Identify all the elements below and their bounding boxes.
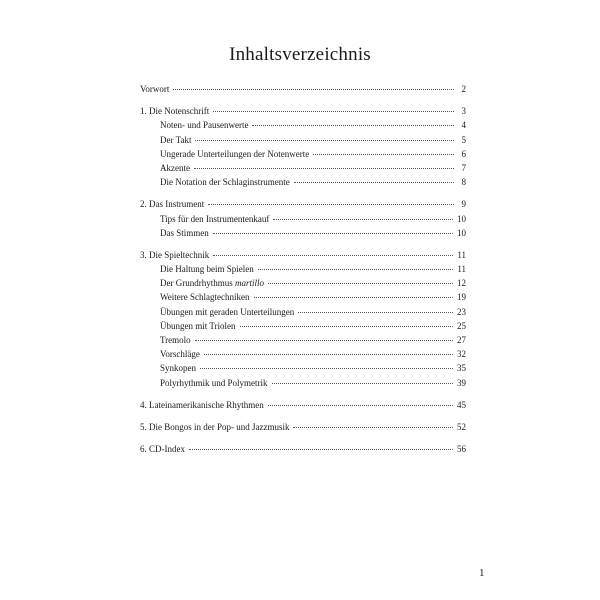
table-of-contents: [140, 82, 466, 464]
toc-subentry[interactable]: [140, 361, 466, 375]
toc-entry-page: 45: [457, 399, 466, 410]
toc-entry-page: 2: [461, 84, 466, 94]
dot-leader: [298, 312, 453, 313]
toc-subentry-page: 35: [457, 363, 466, 374]
toc-subentry-page: 10: [457, 227, 466, 238]
toc-entry-page: 56: [457, 444, 466, 455]
toc-subentry[interactable]: [140, 212, 466, 226]
toc-section-spieltechnik: [140, 248, 466, 390]
toc-subentry-page: 25: [457, 320, 466, 331]
toc-entry[interactable]: [140, 398, 466, 412]
toc-subentry-label: Die Notation der Schlaginstrumente: [160, 177, 290, 188]
toc-subentry-label: Die Haltung beim Spielen: [160, 264, 254, 275]
toc-subentry[interactable]: [140, 333, 466, 347]
toc-subentry-page: 12: [457, 278, 466, 289]
toc-subentry-page: 10: [457, 213, 466, 224]
toc-subentry[interactable]: [140, 175, 466, 189]
toc-subentry-page: 4: [461, 120, 466, 131]
toc-entry-label: Vorwort: [140, 84, 170, 94]
toc-subentry-page: 39: [457, 377, 466, 388]
page-title: Inhaltsverzeichnis: [229, 44, 371, 65]
dot-leader: [294, 182, 454, 183]
toc-entry-page: 9: [461, 199, 466, 210]
toc-entry-page: 11: [457, 249, 466, 260]
toc-subentry[interactable]: [140, 147, 466, 161]
toc-subentry-page: 32: [457, 349, 466, 360]
toc-subentry-label-italic: martillo: [235, 278, 265, 289]
dot-leader: [204, 354, 453, 355]
toc-subentry-label: Polyrhythmik und Polymetrik: [160, 377, 268, 388]
toc-subentry-page: 7: [461, 162, 466, 173]
dot-leader: [293, 427, 453, 428]
toc-subentry[interactable]: [140, 376, 466, 390]
toc-subentry[interactable]: [140, 290, 466, 304]
toc-entry-label: 2. Das Instrument: [140, 199, 205, 210]
toc-subentry-label: [160, 276, 264, 290]
toc-entry[interactable]: [140, 442, 466, 456]
toc-entry[interactable]: [140, 248, 466, 262]
toc-subentry[interactable]: [140, 319, 466, 333]
toc-subentry-label: Vorschläge: [160, 349, 200, 360]
page-number: 1: [479, 567, 485, 579]
dot-leader: [194, 168, 454, 169]
toc-section-rhythmen: [140, 398, 466, 412]
dot-leader: [273, 219, 453, 220]
toc-entry[interactable]: [140, 420, 466, 434]
toc-entry-label: 1. Die Notenschrift: [140, 106, 210, 117]
toc-entry-page: 3: [461, 106, 466, 117]
toc-entry[interactable]: [140, 82, 466, 96]
toc-subentry-page: 6: [461, 148, 466, 159]
dot-leader: [252, 125, 454, 126]
dot-leader: [213, 111, 454, 112]
dot-leader: [213, 255, 453, 256]
toc-subentry-label: Das Stimmen: [160, 227, 209, 238]
toc-subentry[interactable]: [140, 347, 466, 361]
toc-subentry-page: 5: [461, 134, 466, 145]
toc-entry-label: 6. CD-Index: [140, 444, 185, 455]
toc-section-instrument: [140, 197, 466, 240]
dot-leader: [272, 383, 453, 384]
toc-section-vorwort: [140, 82, 466, 96]
toc-subentry-page: 23: [457, 306, 466, 317]
toc-subentry[interactable]: [140, 262, 466, 276]
toc-subentry-page: 19: [457, 292, 466, 303]
toc-subentry-label: Tips für den Instrumentenkauf: [160, 213, 270, 224]
toc-section-notenschrift: [140, 104, 466, 189]
toc-subentry-label: Weitere Schlagtechniken: [160, 292, 250, 303]
toc-section-cd-index: [140, 442, 466, 456]
toc-subentry[interactable]: [140, 305, 466, 319]
dot-leader: [173, 89, 454, 90]
toc-subentry-label: Der Takt: [160, 134, 192, 145]
toc-entry-label: 4. Lateinamerikanische Rhythmen: [140, 399, 264, 410]
toc-subentry[interactable]: [140, 118, 466, 132]
toc-entry-label: 5. Die Bongos in der Pop- und Jazzmusik: [140, 421, 290, 432]
toc-subentry-label: Ungerade Unterteilungen der Notenwerte: [160, 148, 310, 159]
toc-subentry-label: Übungen mit Triolen: [160, 320, 236, 331]
dot-leader: [213, 233, 453, 234]
dot-leader: [195, 340, 453, 341]
dot-leader: [189, 449, 453, 450]
toc-subentry-page: 27: [457, 335, 466, 345]
dot-leader: [195, 140, 454, 141]
dot-leader: [200, 368, 453, 369]
toc-subentry[interactable]: [140, 133, 466, 147]
toc-subentry-label: Tremolo: [160, 335, 191, 345]
toc-section-bongos: [140, 420, 466, 434]
toc-entry-page: 52: [457, 421, 466, 432]
toc-subentry[interactable]: [140, 161, 466, 175]
toc-subentry-label: Übungen mit geraden Unterteilungen: [160, 306, 295, 317]
toc-subentry-page: 11: [457, 264, 466, 275]
toc-subentry[interactable]: [140, 276, 466, 290]
dot-leader: [208, 204, 454, 205]
toc-subentry-label: Akzente: [160, 162, 190, 173]
toc-subentry-page: 8: [461, 177, 466, 188]
dot-leader: [268, 283, 453, 284]
toc-entry[interactable]: [140, 197, 466, 211]
dot-leader: [258, 269, 454, 270]
toc-subentry-label: Noten- und Pausenwerte: [160, 120, 249, 131]
toc-entry-label: 3. Die Spieltechnik: [140, 249, 210, 260]
toc-subentry-label: Synkopen: [160, 363, 196, 374]
dot-leader: [268, 405, 453, 406]
toc-subentry-label-text: Der Grundrhythmus: [160, 278, 233, 289]
toc-entry[interactable]: [140, 104, 466, 118]
dot-leader: [240, 326, 453, 327]
dot-leader: [254, 297, 454, 298]
dot-leader: [313, 154, 454, 155]
toc-subentry[interactable]: [140, 226, 466, 240]
